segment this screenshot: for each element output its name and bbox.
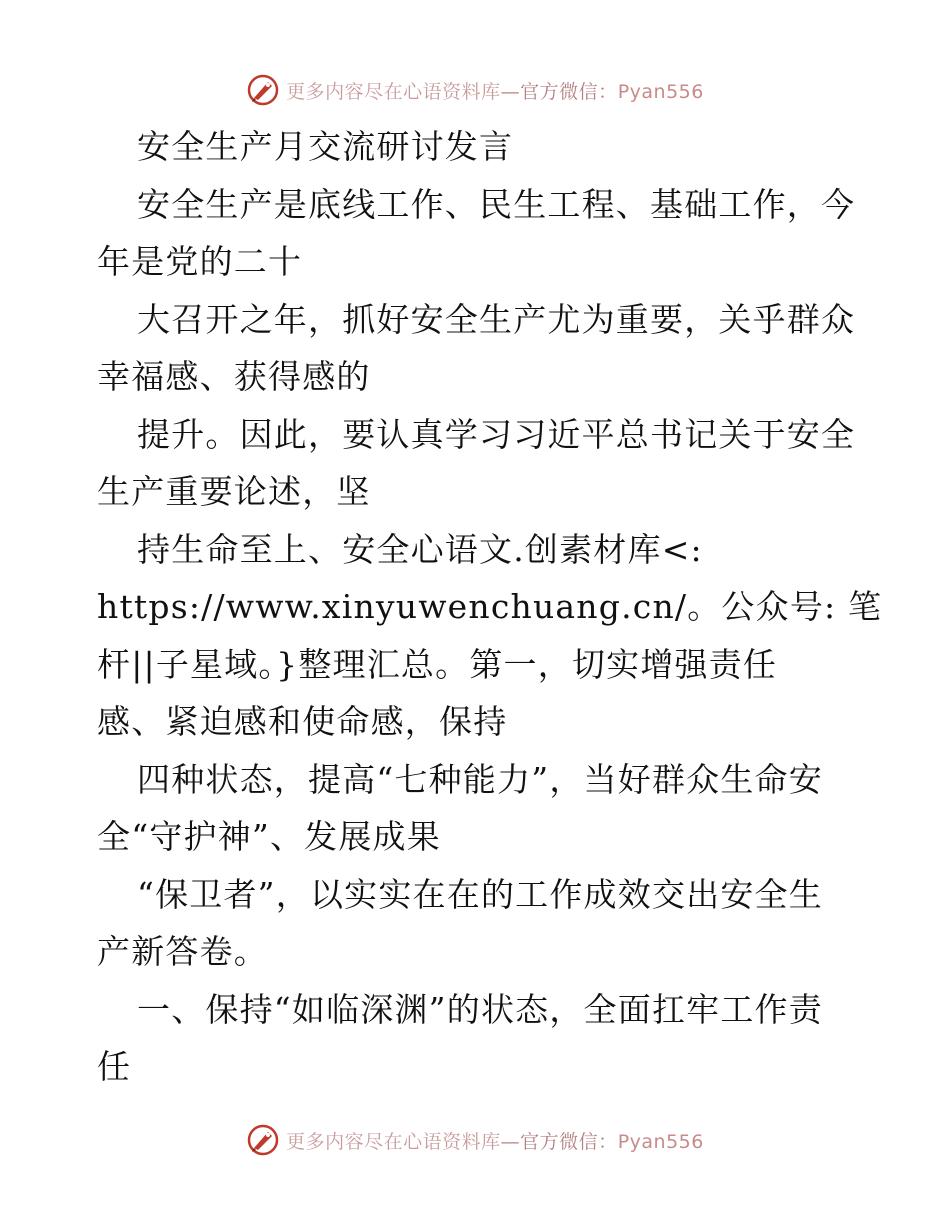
header-banner-text bbox=[286, 77, 704, 104]
paragraph-line: 幸福感、获得感的 bbox=[97, 357, 371, 396]
paragraph-line: 全“守护神”、发展成果 bbox=[97, 817, 441, 856]
banner-separator: — bbox=[500, 80, 521, 103]
pen-logo-icon bbox=[246, 1123, 280, 1157]
document-title: 安全生产月交流研讨发言 bbox=[137, 127, 514, 166]
footer-watermark-banner bbox=[0, 1120, 950, 1160]
banner-wechat-label: 官方微信： bbox=[520, 80, 618, 103]
paragraph-line: 产新答卷。 bbox=[97, 932, 268, 971]
paragraph-line: 提升。因此，要认真学习习近平总书记关于安全 bbox=[137, 414, 856, 454]
banner-wechat-id: Pyan556 bbox=[617, 1130, 704, 1153]
banner-separator: — bbox=[500, 1130, 521, 1153]
paragraph-line: 持生命至上、安全心语文.创素材库<: bbox=[137, 529, 703, 569]
footer-banner-text bbox=[286, 1127, 704, 1154]
header-watermark-banner bbox=[0, 70, 950, 110]
banner-title: 更多内容尽在心语资料库 bbox=[286, 1130, 501, 1153]
banner-title: 更多内容尽在心语资料库 bbox=[286, 80, 501, 103]
paragraph-line: 任 bbox=[97, 1047, 132, 1086]
banner-wechat-id: Pyan556 bbox=[617, 80, 704, 103]
paragraph-line-url: https://www.xinyuwenchuang.cn/。公众号: 笔 bbox=[97, 587, 883, 626]
document-body bbox=[97, 118, 883, 1096]
pen-logo-icon bbox=[246, 73, 280, 107]
paragraph-line: 杆||子星域。}整理汇总。第一，切实增强责任 bbox=[97, 644, 778, 684]
banner-wechat-label: 官方微信： bbox=[520, 1130, 618, 1153]
paragraph-line: 四种状态，提高“七种能力”，当好群众生命安 bbox=[137, 759, 823, 799]
paragraph-line: 生产重要论述，坚 bbox=[97, 472, 371, 511]
paragraph-line: “保卫者”，以实实在在的工作成效交出安全生 bbox=[137, 874, 823, 914]
paragraph-line: 安全生产是底线工作、民生工程、基础工作，今 bbox=[137, 184, 856, 224]
paragraph-line: 感、紧迫感和使命感，保持 bbox=[97, 702, 508, 741]
section-heading: 一、保持“如临深渊”的状态，全面扛牢工作责 bbox=[137, 989, 823, 1029]
paragraph-line: 年是党的二十 bbox=[97, 242, 303, 281]
paragraph-line: 大召开之年，抓好安全生产尤为重要，关乎群众 bbox=[137, 299, 856, 339]
